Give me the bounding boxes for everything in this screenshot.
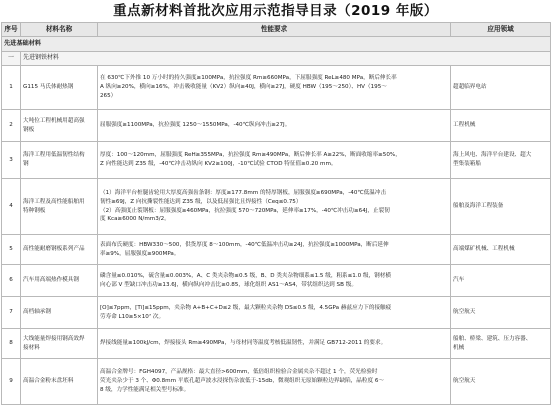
application-field: 超超临界电站 bbox=[451, 66, 551, 110]
row-number: 2 bbox=[2, 110, 21, 142]
table-header-row bbox=[2, 23, 551, 37]
material-name: G115 马氏体耐热钢 bbox=[21, 66, 98, 110]
header-performance-requirements: 性能要求 bbox=[98, 23, 451, 37]
performance-requirement: 焊接线能量≥100kJ/cm，焊接接头 Rm≥490MPa，与母材同等温度考核低温韧性，并满足 GB712-2011 的要求。 bbox=[98, 329, 451, 359]
table-row bbox=[2, 179, 551, 235]
row-number: 4 bbox=[2, 179, 21, 235]
application-field: 船舶及海洋工程装备 bbox=[451, 179, 551, 235]
performance-requirement: 屈服强度≥1100MPa，抗拉强度 1250～1550MPa，-40℃纵向冲击≥27J。 bbox=[98, 110, 451, 142]
subcategory-label: 先进钢铁材料 bbox=[21, 52, 551, 66]
row-number: 8 bbox=[2, 329, 21, 359]
row-number: 1 bbox=[2, 66, 21, 110]
category-label: 先进基础材料 bbox=[2, 37, 551, 52]
header-no: 序号 bbox=[2, 23, 21, 37]
subcategory-number: 一 bbox=[2, 52, 21, 66]
material-name: 高温合金粉末盘坯料 bbox=[21, 359, 98, 405]
application-field: 海上风电、海洋平台建设、超大 型集装箱船 bbox=[451, 142, 551, 179]
table-row bbox=[2, 66, 551, 110]
row-number: 9 bbox=[2, 359, 21, 405]
row-number: 6 bbox=[2, 265, 21, 297]
table-row bbox=[2, 359, 551, 405]
header-material-name: 材料名称 bbox=[21, 23, 98, 37]
material-name: 汽车用高端热作模具钢 bbox=[21, 265, 98, 297]
header-application-field: 应用领域 bbox=[451, 23, 551, 37]
table-row bbox=[2, 110, 551, 142]
material-name: 海洋工程及高性能船舶用 特种钢板 bbox=[21, 179, 98, 235]
material-name: 大吨位工程机械用超高强 钢板 bbox=[21, 110, 98, 142]
performance-requirement: （1）海洋平台桩腿齿轮用大厚度高强齿条钢：厚度≥177.8mm 的特厚钢板，屈服强度≥690MPa，-40℃低温冲击 韧性≥69J，Z 向抗撕裂性能达到 Z35 级，以及低屈强比且焊接性（Ceq≤0.75） （2）高强度止裂钢板：屈服强度≥460MPa，抗拉强度 570～720MPa，延伸率≥17%，-40℃冲击功≥64J，止裂韧 度 Kca≥6000 N/mm3/2。 bbox=[98, 179, 451, 235]
performance-requirement: 高温合金牌号：FGH4097，产品规格：最大直径>600mm，低倍组织检验合金属夹杂不超过 1 个，荧光检验时 荧光夹杂少于 3 个、Φ0.8mm 平底孔超声波水浸探伤杂波低于-15db，微观组织无原始颗粒边界缺陷，晶粒度 6～ 8 级，力学性能满足相关型号标准。 bbox=[98, 359, 451, 405]
application-field: 汽车 bbox=[451, 265, 551, 297]
material-name: 高性能耐磨钢板系列产品 bbox=[21, 235, 98, 265]
performance-requirement: 表面布氏硬度：HBW330～500，供货厚度 8～100mm，-40℃低温冲击功≥24J，抗拉强度≥1000MPa，断后延伸 率≥9%，屈服强度≥900MPa。 bbox=[98, 235, 451, 265]
row-number: 3 bbox=[2, 142, 21, 179]
material-name: 大线能量焊接用钢高效焊 接材料 bbox=[21, 329, 98, 359]
table-row bbox=[2, 265, 551, 297]
subcategory-row bbox=[2, 52, 551, 66]
table-row bbox=[2, 329, 551, 359]
material-name: 高档轴承钢 bbox=[21, 297, 98, 329]
page-title: 重点新材料首批次应用示范指导目录（2019 年版） bbox=[113, 3, 438, 19]
catalog-table bbox=[1, 22, 551, 405]
row-number: 7 bbox=[2, 297, 21, 329]
application-field: 船舶、桥梁、建筑、压力容器、 机械 bbox=[451, 329, 551, 359]
performance-requirement: 磷含量≤0.010%，硫含量≤0.003%，A、C 类夹杂物≤0.5 级，B、D 类夹杂物细系≤1.5 级，粗系≤1.0 级，钢材横 向心部 V 型缺口冲击功≥13.6J，横向纵向冲击比≥0.85，球化组织 AS1～AS4，带状组织达到 SB 级。 bbox=[98, 265, 451, 297]
table-row bbox=[2, 235, 551, 265]
material-name: 海洋工程用低温韧性结构 钢 bbox=[21, 142, 98, 179]
table-row bbox=[2, 142, 551, 179]
performance-requirement: 厚度：100～120mm，屈服强度 ReH≥355MPa，抗拉强度 Rm≥490MPa，断后伸长率 A≥22%，断面收缩率≥50%， Z 向性能达到 Z35 级，-40℃冲击功纵向 KV2≥100J，-10℃试验 CTOD 特征值≥0.20 mm。 bbox=[98, 142, 451, 179]
performance-requirement: [O]≤7ppm，[Ti]≤15ppm，夹杂物 A+B+C+D≤2 级，最大颗粒夹杂物 DS≤0.5 级，4.5GPa 赫兹应力下的接触疲 劳寿命 L10≥5×10⁷ 次。 bbox=[98, 297, 451, 329]
application-field: 航空航天 bbox=[451, 359, 551, 405]
application-field: 航空航天 bbox=[451, 297, 551, 329]
application-field: 工程机械 bbox=[451, 110, 551, 142]
performance-requirement: 在 630℃下外推 10 万小时的持久强度≥100MPa，抗拉强度 Rm≥660MPa，下屈服强度 ReL≥480 MPa，断后伸长率 A 纵向≥20%，横向≥16%，冲击吸收能量（KV2）纵向≥40J，横向≥27J，硬度 HBW（195～250）、HV（195～ 265） bbox=[98, 66, 451, 110]
table-row bbox=[2, 297, 551, 329]
row-number: 5 bbox=[2, 235, 21, 265]
application-field: 高端煤矿机械、工程机械 bbox=[451, 235, 551, 265]
category-row bbox=[2, 37, 551, 52]
